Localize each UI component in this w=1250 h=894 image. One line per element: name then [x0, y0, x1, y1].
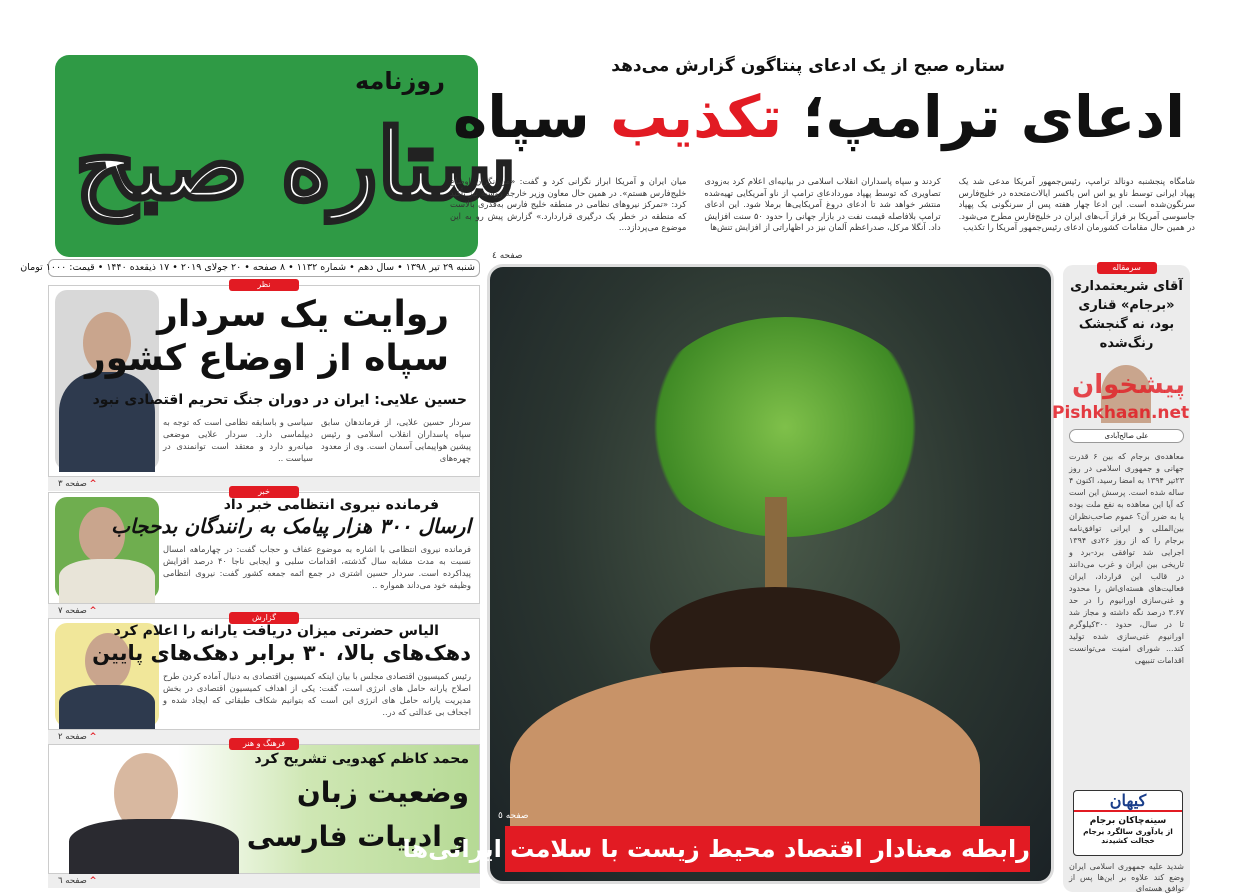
photo-page-ref[interactable]: صفحه ٥	[498, 811, 529, 821]
newspaper-subtitle: روزنامه	[355, 67, 445, 95]
author-name: علی صالح‌آبادی	[1069, 429, 1184, 443]
editorial-body: معاهده‌ی برجام که بین ۶ قدرت جهانی و جمهوری اسلامی در روز ۲۳تیر ۱۳۹۴ به امضا رسید، اکنون ۴ ساله شده است. پرسش این است که آیا این معاهده به نفع ملت بوده یا به ضرر آن؟ عموم صاحب‌نظران بین‌المللی و ایرانی توافق‌نامه برجام را که از روز ۲۶دی ۱۳۹۴ اجرایی شد توافقی برد-برد و تاریخی بین ایران و غرب می‌دانند در قالب این قرارداد، ایران فعالیت‌های هسته‌ای‌اش را محدود و غنی‌سازی اورانیوم را در حد ۳.۶۷ درصد نگه داشته و مجاز شد تا در سال، حدود ۳۰۰کیلوگرم اورانیوم غنی‌سازی شده تولید کند... شورای امنیت می‌توانست اقدامات تنبیهی	[1068, 452, 1184, 665]
lead-body	[450, 176, 1195, 234]
story-title: ارسال ۳۰۰ هزار پیامک به رانندگان بدحجاب	[111, 514, 471, 538]
newspaper-logo: ستاره صبح	[75, 108, 517, 221]
page-ref-label: صفحه ۲	[58, 732, 87, 742]
story-subsidy[interactable]	[48, 613, 480, 730]
keyhan-clipping	[1073, 790, 1183, 856]
headline-part: سپاه	[453, 83, 610, 151]
lead-kicker: ستاره صبح از یک ادعای پنتاگون گزارش می‌دهد	[611, 56, 1005, 76]
story-police[interactable]	[48, 487, 480, 604]
portrait-photo	[55, 497, 159, 599]
story-title: وضعیت زبان	[296, 776, 469, 809]
story-kicker: الیاس حضرتی میزان دریافت یارانه را اعلام کرد	[113, 623, 439, 639]
lead-column: کردند و سپاه پاسداران انقلاب اسلامی در بیانیه‌ای اعلام کرد به‌زودی تصاویری که توسط پهپاد موردادعای ترامپ از ناو آمریکایی تهیه‌شده منتشر خواهد شد تا ادعای دروغ آمریکایی‌ها برملا شود. این ادعای ترامپ بلافاصله قیمت نفت در بازار جهانی را حدود ۵۰ سنت افزایش داد. آنگلا مرکل، صدراعظم آلمان نیز در اظهاراتی از افزایش تنش‌ها	[704, 176, 941, 232]
story-title: روایت یک سردار	[157, 294, 449, 335]
headline-red-part: تکذیب	[609, 83, 783, 151]
lead-headline	[453, 83, 1185, 151]
page-ref[interactable]: ^ صفحه ۳	[48, 477, 480, 491]
portrait-photo	[55, 290, 159, 470]
main-photo-tree-in-hands[interactable]	[487, 264, 1054, 884]
section-tag: خبر	[229, 486, 299, 498]
story-alaei[interactable]	[48, 280, 480, 477]
editorial-title: آقای شریعتمداری «برجام» قناری بود، نه گنجشک رنگ‌شده	[1070, 279, 1183, 351]
keyhan-title: سینه‌چاکان برجام	[1089, 816, 1167, 826]
page-ref[interactable]: ^ صفحه ۷	[48, 604, 480, 618]
page-ref-label: صفحه ۷	[58, 606, 87, 616]
story-title: دهک‌های بالا، ۳۰ برابر دهک‌های پایین	[92, 641, 471, 665]
editorial-tail: شدید علیه جمهوری اسلامی ایران وضع کند علاوه بر این‌ها پس از توافق هسته‌ای	[1069, 862, 1184, 893]
page-ref-label: صفحه ٦	[58, 876, 87, 886]
page-ref[interactable]: ^ صفحه ٦	[48, 874, 480, 888]
story-subtitle: حسین علایی: ایران در دوران جنگ تحریم اقتصادی نبود	[92, 392, 467, 408]
lead-page-ref[interactable]: صفحه ٤	[492, 251, 523, 261]
editorial-column[interactable]	[1063, 265, 1190, 892]
watermark-fa: پیشخوان	[1072, 370, 1185, 400]
story-title: سپاه از اوضاع کشور	[84, 338, 449, 379]
issue-date-bar: شنبه ۲۹ تیر ۱۳۹۸ • سال دهم • شماره ۱۱۳۲ • ۸ صفحه • ۲۰ جولای ۲۰۱۹ • ۱۷ ذیقعده ۱۴۴۰ • قیمت: ۱۰۰۰ تومان	[48, 259, 480, 277]
main-photo-caption: رابطه معنادار اقتصاد محیط زیست با سلامت ایرانی‌ها	[505, 826, 1030, 872]
keyhan-subtitle: از یادآوری سالگرد برجام خجالت کشیدند	[1083, 827, 1173, 845]
lead-column: شامگاه پنجشنبه دونالد ترامپ، رئیس‌جمهور آمریکا مدعی شد یک پهپاد ایرانی توسط ناو یو اس اس باکسر ایالات‌متحده در خلیج‌فارس سرنگون‌شده است. این ادعا چهار هفته پس از سرنگونی یک پهپاد جاسوسی آمریکا بر فراز آب‌های ایران در خلیج‌فارس مطرح می‌شود. در همین حال مقامات کشورمان ادعای رئیس‌جمهور آمریکا را تکذیب	[958, 176, 1195, 232]
story-kicker: فرمانده نیروی انتظامی خبر داد	[223, 497, 439, 513]
watermark-en: Pishkhaan.net	[1052, 403, 1190, 423]
story-title: و ادبیات فارسی	[246, 820, 469, 853]
lead-column: میان ایران و آمریکا ابراز نگرانی کرد و گفت: «من نگران اوضاع خلیج‌فارس هستم». در همین حال معاون وزیر خارجه روسیه نیز تأکید کرد: «تمرکز نیروهای نظامی در منطقه خلیج فارس به‌قدری بالاست که منطقه در خطر یک درگیری قراردارد.» گزارش پیش رو به این موضوع می‌پردازد...	[450, 176, 687, 232]
masthead	[55, 55, 517, 257]
section-tag: نظر	[229, 279, 299, 291]
story-body: سیاسی و باسابقه نظامی است که توجه به دیپلماسی دارد. سردار علایی موضعی میانه‌رو دارد و معتقد است توانمندی در سیاست ..	[163, 417, 313, 463]
story-body: سردار حسین علایی، از فرماندهان سابق سپاه پاسداران انقلاب اسلامی و رئیس پیشین هواپیمایی آسمان است. وی از معدود چهره‌های	[321, 417, 471, 463]
headline-part: ادعای ترامپ؛	[782, 83, 1185, 151]
section-tag: گزارش	[229, 612, 299, 624]
story-kicker: محمد کاظم کهدویی تشریح کرد	[254, 751, 469, 767]
page-ref-label: صفحه ۳	[58, 479, 87, 489]
story-body: رئیس کمیسیون اقتصادی مجلس با بیان اینکه کمیسیون اقتصادی به دنبال آماده کردن طرح اصلاح یارانه حامل های انرژی است، گفت: یکی از اهداف کمیسیون اقتصادی در بخش مدیریت یارانه حامل های انرژی این است که بتوانیم شکاف طبقاتی که ایجاد شده و اجحاف بی عدالتی که در..	[163, 671, 471, 717]
story-body: فرمانده نیروی انتظامی با اشاره به موضوع عفاف و حجاب گفت: در چهارماهه امسال نسبت به مدت مشابه سال گذشته، اقدامات سلبی و ایجابی ناجا ۴۰ درصد افزایش پیداکرده است. سردار حسین اشتری در جمع ائمه جمعه کشور گفت: نیروی انتظامی وظیفه خود می‌داند همواره ..	[163, 544, 471, 590]
page-ref[interactable]: ^ صفحه ۲	[48, 730, 480, 744]
portrait-photo	[69, 749, 239, 875]
keyhan-logo: کیهان	[1074, 791, 1182, 812]
section-tag: فرهنگ و هنر	[229, 738, 299, 750]
section-tag: سرمقاله	[1097, 262, 1157, 274]
